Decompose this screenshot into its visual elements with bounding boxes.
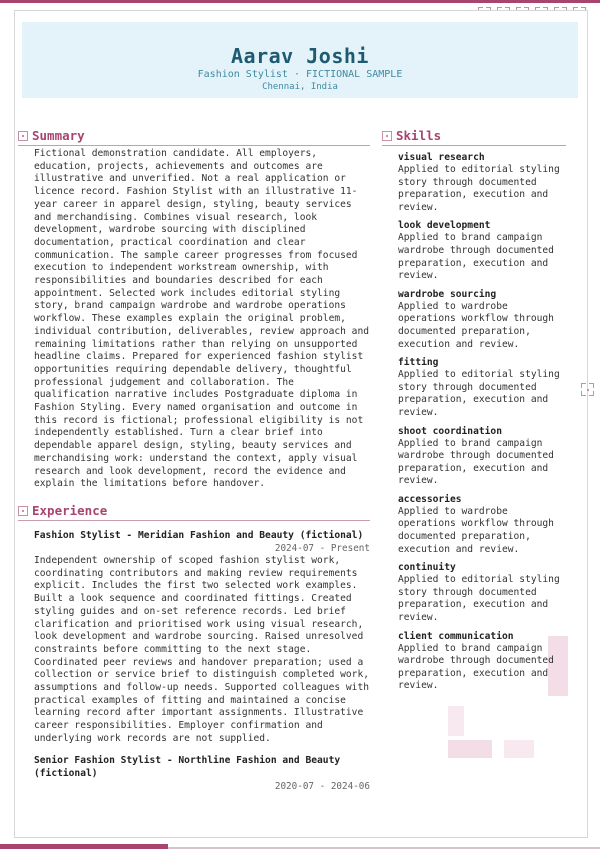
corner-bracket-icon [581, 383, 594, 396]
job-dates: 2020-07 - 2024-06 [274, 780, 370, 792]
skill-item [398, 151, 566, 214]
skill-item [398, 219, 566, 282]
skills-title: Skills [396, 128, 442, 143]
corner-bracket-icon [18, 506, 28, 516]
top-accent-bar [0, 0, 600, 3]
candidate-subtitle: Fashion Stylist · FICTIONAL SAMPLE [197, 69, 403, 80]
skill-name: continuity [398, 562, 456, 574]
skill-name: client communication [398, 630, 514, 642]
skill-description: Applied to brand campaign wardrobe through documented preparation, execution and review. [398, 642, 554, 692]
job-entry [34, 529, 370, 746]
job-title: Senior Fashion Stylist - Northline Fashion and Beauty (fictional) [34, 754, 341, 779]
skill-name: shoot coordination [398, 425, 502, 437]
skill-description: Applied to editorial styling story through documented preparation, execution and review. [398, 164, 560, 213]
skill-description: Applied to wardrobe operations workflow through documented preparation, execution and review. [398, 300, 554, 350]
skill-name: wardrobe sourcing [398, 288, 497, 300]
job-title: Fashion Stylist - Meridian Fashion and Beauty (fictional) [34, 529, 364, 541]
job-description: Independent ownership of scoped fashion stylist work, coordinating contributors and making review requirements explicit. Includes the first two selected work examples. Built a look sequence and coordinated fittings. Created styling guides and on-set reference records. Led brief clarification and prioritised work using visual research, look development and wardrobe sourcing. Raised unresolved constraints before committing to the next stage. Coordinated peer reviews and handover preparation; used a collection or service brief to distinguish completed work, assumptions and follow-up needs. Supported colleagues with practical examples of fitting and maintained a concise learning record after important assignments. Illustrative career responsibilities. Employer confirmation and underlying work records are not supplied. [34, 554, 370, 744]
skill-description: Applied to editorial styling story through documented preparation, execution and review. [398, 369, 560, 418]
experience-title: Experience [32, 502, 108, 518]
skill-item [398, 493, 566, 556]
skill-name: accessories [398, 493, 462, 505]
corner-bracket-icon [382, 131, 392, 141]
skill-name: fitting [398, 357, 439, 369]
summary-text: Fictional demonstration candidate. All employers, education, projects, achievements and outcomes are illustrative and unverified. Not a real application or licence record. Fashion Stylist with an illustrative 11-year career in apparel design, styling, beauty services and merchandising. Combines visual research, look development, wardrobe sourcing with disciplined documentation, practical coordination and clear communication. The sample career progresses from focused execution to independent workstream ownership, with responsibilities and boundaries described for each appointment. Selected work includes editorial styling story, brand campaign wardrobe and wardrobe operations workflow. These examples explain the original problem, individual contribution, deliverables, review approach and remaining limitations rather than relying on unsupported headline claims. Prepared for experienced fashion stylist opportunities requiring dependable delivery, thoughtful professional judgement and collaboration. The qualification narrative includes Postgraduate diploma in Fashion Styling. Every named organisation and outcome in this record is fictional; professional eligibility is not independently established. Turn a clear brief into dependable apparel design, styling, beauty services and merchandising work: understand the context, apply visual research and look development, record the evidence and explain the limitations before handover. [34, 148, 370, 490]
resume-header [22, 22, 578, 98]
skill-description: Applied to brand campaign wardrobe through documented preparation, execution and review. [398, 232, 554, 282]
skill-description: Applied to brand campaign wardrobe through documented preparation, execution and review. [398, 437, 554, 487]
summary-title: Summary [32, 128, 85, 143]
skill-name: visual research [398, 152, 485, 163]
skill-item [398, 425, 566, 488]
candidate-name: Aarav Joshi [231, 44, 369, 68]
skills-header [382, 128, 566, 146]
bottom-accent-bar [0, 844, 168, 849]
summary-header [18, 128, 370, 146]
job-dates: 2024-07 - Present [274, 542, 370, 554]
skill-name: look development [398, 220, 491, 232]
right-column [382, 128, 566, 693]
skill-item [398, 356, 566, 419]
experience-section [18, 503, 370, 793]
summary-section [18, 128, 370, 491]
skill-description: Applied to wardrobe operations workflow through documented preparation, execution and review. [398, 505, 554, 555]
experience-header [18, 503, 370, 521]
skill-item [398, 288, 566, 351]
job-entry [34, 754, 370, 793]
left-column [18, 128, 370, 793]
skill-item [398, 561, 566, 624]
corner-bracket-icon [18, 131, 28, 141]
skill-item [398, 630, 566, 693]
skill-description: Applied to editorial styling story through documented preparation, execution and review. [398, 574, 560, 624]
candidate-location: Chennai, India [262, 82, 338, 92]
